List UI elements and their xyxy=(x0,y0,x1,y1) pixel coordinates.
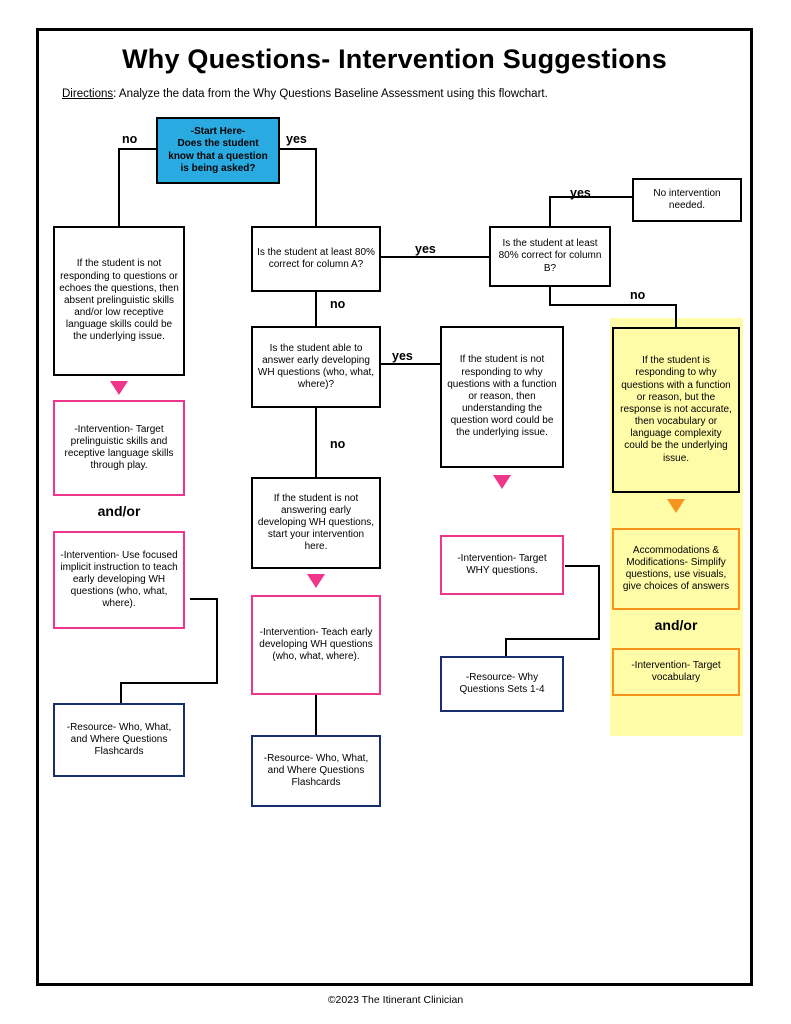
label-yes-column-b: yes xyxy=(570,186,591,200)
node-column-a[interactable] xyxy=(251,226,381,292)
label-yes-early-wh: yes xyxy=(392,349,413,363)
node-early-wh-question-text: Is the student able to answer early developing WH questions (who, what, where)? xyxy=(257,342,375,391)
node-target-vocabulary-text: -Intervention- Target vocabulary xyxy=(631,659,721,683)
node-target-vocabulary[interactable] xyxy=(612,648,740,696)
node-start[interactable] xyxy=(156,117,280,184)
connector-left-resource-down xyxy=(120,682,122,704)
label-yes-column-a: yes xyxy=(415,242,436,256)
connector-teach-to-resource xyxy=(315,695,317,735)
node-prelinguistic-intervention[interactable] xyxy=(53,400,185,496)
label-no-early-wh: no xyxy=(330,437,346,451)
node-why-resource-text: -Resource- Why Questions Sets 1-4 xyxy=(459,671,545,695)
page-title: Why Questions- Intervention Suggestions xyxy=(122,44,667,74)
label-no-start: no xyxy=(122,132,138,146)
arrow-right-1 xyxy=(493,475,511,489)
andor-left: and/or xyxy=(97,503,141,519)
node-column-b-text: Is the student at least 80% correct for column B? xyxy=(498,238,602,274)
node-not-answering-wh-text: If the student is not answering early developing WH questions, start your intervention here. xyxy=(257,492,375,553)
connector-targetwhy-to-resource xyxy=(505,638,600,640)
connector-no-down xyxy=(118,148,120,226)
connector-colB-yes-up xyxy=(549,196,551,227)
node-no-intervention-text: No intervention needed. xyxy=(653,187,721,211)
directions xyxy=(62,88,732,100)
node-teach-early-wh[interactable] xyxy=(251,595,381,695)
connector-start-no-horizontal xyxy=(118,148,158,150)
node-teach-early-wh-text: -Intervention- Teach early developing WH questions (who, what, where). xyxy=(259,626,373,663)
connector-colB-no-horizontal xyxy=(549,304,677,306)
node-accommodations[interactable] xyxy=(612,528,740,610)
connector-colB-no-into-yellow xyxy=(675,304,677,328)
node-focused-implicit-intervention[interactable] xyxy=(53,531,185,629)
connector-start-yes-horizontal xyxy=(279,148,317,150)
node-why-function-issue-text: If the student is not responding to why questions with a function or reason, then understanding the question word could be the underlying issue. xyxy=(447,354,557,439)
node-target-why[interactable] xyxy=(440,535,564,595)
directions-label: Directions xyxy=(62,88,114,100)
node-no-intervention[interactable] xyxy=(632,178,742,222)
node-yellow-issue[interactable] xyxy=(612,327,740,493)
connector-colA-no-down xyxy=(315,291,317,326)
node-not-answering-wh[interactable] xyxy=(251,477,381,569)
connector-targetwhy-right xyxy=(565,565,600,567)
connector-wh-no-down xyxy=(315,407,317,477)
arrow-mid-1 xyxy=(307,574,325,588)
node-left-resource[interactable] xyxy=(53,703,185,777)
node-target-why-text: -Intervention- Target WHY questions. xyxy=(457,552,547,576)
connector-wh-yes-horizontal xyxy=(380,363,440,365)
arrow-yellow-1 xyxy=(667,499,685,513)
connector-left-down xyxy=(216,598,218,684)
node-why-resource[interactable] xyxy=(440,656,564,712)
start-line-3: know that a question xyxy=(168,150,268,162)
label-yes-start: yes xyxy=(286,132,307,146)
node-mid-resource-text: -Resource- Who, What, and Where Questions Flashcards xyxy=(263,752,369,789)
start-line-4: is being asked? xyxy=(180,162,256,174)
start-line-2: Does the student xyxy=(177,138,259,150)
connector-yes-down xyxy=(315,148,317,226)
andor-right: and/or xyxy=(654,617,698,633)
node-mid-resource[interactable] xyxy=(251,735,381,807)
node-prelinguistic-intervention-text: -Intervention- Target prelinguistic skills and receptive language skills through play. xyxy=(64,423,174,472)
node-no-branch-issue[interactable] xyxy=(53,226,185,376)
node-column-a-text: Is the student at least 80% correct for column A? xyxy=(257,246,375,270)
node-left-resource-text: -Resource- Who, What, and Where Questions Flashcards xyxy=(66,721,172,758)
connector-colB-yes-horizontal xyxy=(549,196,633,198)
node-yellow-issue-text: If the student is responding to why questions with a function or reason, but the response is not accurate, then vocabulary or language complexity could be the underlying issue. xyxy=(620,355,732,464)
node-no-branch-issue-text: If the student is not responding to questions or echoes the questions, then absent prelinguistic skills and/or low receptive language skills could be the underlying issue. xyxy=(59,258,179,343)
arrow-left-1 xyxy=(110,381,128,395)
node-why-function-issue[interactable] xyxy=(440,326,564,468)
directions-text: : Analyze the data from the Why Questions Baseline Assessment using this flowchart. xyxy=(113,88,548,100)
node-column-b[interactable] xyxy=(489,226,611,287)
connector-resource-why-up xyxy=(505,638,507,656)
connector-left-int2-right xyxy=(190,598,218,600)
footer-copyright: ©2023 The Itinerant Clinician xyxy=(327,994,464,1006)
connector-left-to-resource xyxy=(120,682,218,684)
label-no-column-a: no xyxy=(330,297,346,311)
node-early-wh-question[interactable] xyxy=(251,326,381,408)
connector-colA-to-colB xyxy=(380,256,492,258)
connector-targetwhy-down xyxy=(598,565,600,640)
label-no-column-b: no xyxy=(630,288,646,302)
start-line-1: -Start Here- xyxy=(190,126,246,138)
node-accommodations-text: Accommodations & Modifications- Simplify questions, use visuals, give choices of answers xyxy=(622,544,730,593)
connector-colB-no-down xyxy=(549,286,551,304)
node-focused-implicit-intervention-text: -Intervention- Use focused implicit instruction to teach early developing WH questions (who, what, where). xyxy=(60,549,178,610)
